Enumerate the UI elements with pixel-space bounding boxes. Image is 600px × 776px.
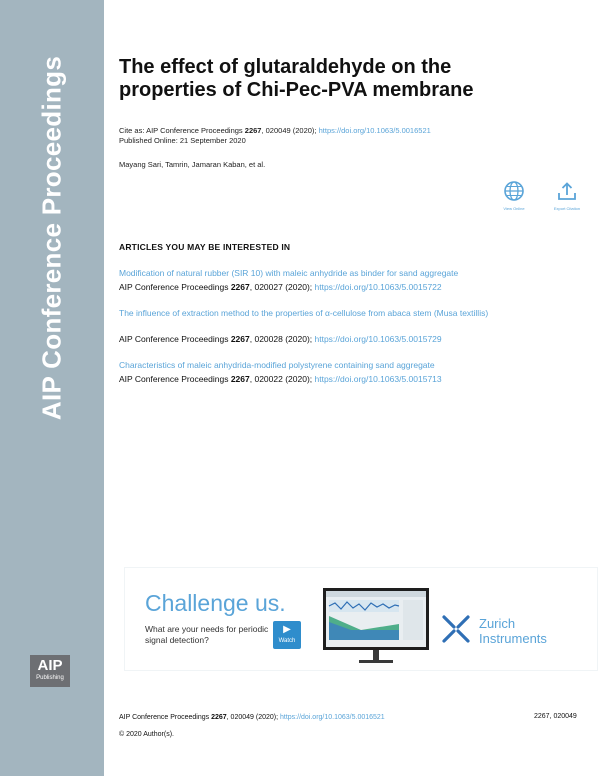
authors[interactable]: Mayang Sari, Tamrin, Jamaran Kaban, et al. bbox=[119, 160, 266, 169]
related-article-citation: AIP Conference Proceedings 2267, 020022 (2020); https://doi.org/10.1063/5.0015713 bbox=[119, 374, 442, 384]
related-article-doi-link[interactable]: https://doi.org/10.1063/5.0015722 bbox=[314, 282, 442, 292]
paper-doi-link[interactable]: https://doi.org/10.1063/5.0016521 bbox=[318, 126, 431, 135]
cite-suffix: , 020049 (2020); bbox=[261, 126, 319, 135]
cite-line bbox=[119, 126, 431, 136]
advertisement-banner[interactable] bbox=[124, 567, 598, 671]
paper-title: The effect of glutaraldehyde on the properties of Chi-Pec-PVA membrane bbox=[119, 56, 474, 101]
sidebar bbox=[0, 0, 104, 776]
footer-copyright: © 2020 Author(s). bbox=[119, 731, 174, 738]
logo-sub: Publishing bbox=[36, 675, 64, 681]
zurich-instruments-logo-icon bbox=[441, 614, 471, 644]
footer-doi-link[interactable]: https://doi.org/10.1063/5.0016521 bbox=[280, 714, 385, 721]
monitor-graphic bbox=[321, 586, 431, 670]
related-article-title[interactable]: Characteristics of maleic anhydrida-modified polystyrene containing sand aggregate bbox=[119, 360, 435, 370]
published-date: Published Online: 21 September 2020 bbox=[119, 136, 246, 145]
view-online-label: View Online bbox=[503, 206, 525, 211]
zurich-instruments-brand: Zurich Instruments bbox=[479, 616, 547, 646]
related-article-doi-link[interactable]: https://doi.org/10.1063/5.0015713 bbox=[314, 374, 442, 384]
footer-citation: AIP Conference Proceedings 2267, 020049 (2020); https://doi.org/10.1063/5.0016521 bbox=[119, 714, 385, 721]
watch-button[interactable] bbox=[273, 621, 301, 649]
globe-icon bbox=[503, 180, 525, 202]
related-article-citation: AIP Conference Proceedings 2267, 020027 (2020); https://doi.org/10.1063/5.0015722 bbox=[119, 282, 442, 292]
export-citation-button[interactable] bbox=[547, 180, 587, 211]
related-articles-heading: ARTICLES YOU MAY BE INTERESTED IN bbox=[119, 242, 291, 252]
cite-volume: 2267 bbox=[244, 126, 262, 135]
ad-headline: Challenge us. bbox=[145, 590, 286, 616]
aip-publishing-logo[interactable] bbox=[30, 655, 70, 687]
related-article-doi-link[interactable]: https://doi.org/10.1063/5.0015729 bbox=[314, 334, 442, 344]
export-citation-label: Export Citation bbox=[553, 206, 581, 211]
play-icon: ▶ bbox=[283, 624, 291, 635]
related-article-title[interactable]: The influence of extraction method to the properties of α-cellulose from abaca stem (Musa textillis) bbox=[119, 308, 489, 318]
watch-label: Watch bbox=[278, 638, 296, 644]
related-article-citation: AIP Conference Proceedings 2267, 020028 (2020); https://doi.org/10.1063/5.0015729 bbox=[119, 334, 442, 344]
ad-subline: What are your needs for periodic signal detection? bbox=[145, 624, 269, 645]
export-icon bbox=[556, 180, 578, 202]
logo-main: AIP bbox=[37, 657, 63, 674]
footer-page-reference: 2267, 020049 bbox=[534, 713, 577, 720]
view-online-button[interactable] bbox=[494, 180, 534, 211]
sidebar-title: AIP Conference Proceedings bbox=[36, 55, 67, 421]
related-article-title[interactable]: Modification of natural rubber (SIR 10) with maleic anhydride as binder for sand aggregate bbox=[119, 268, 459, 278]
cite-prefix: Cite as: AIP Conference Proceedings bbox=[119, 126, 245, 135]
